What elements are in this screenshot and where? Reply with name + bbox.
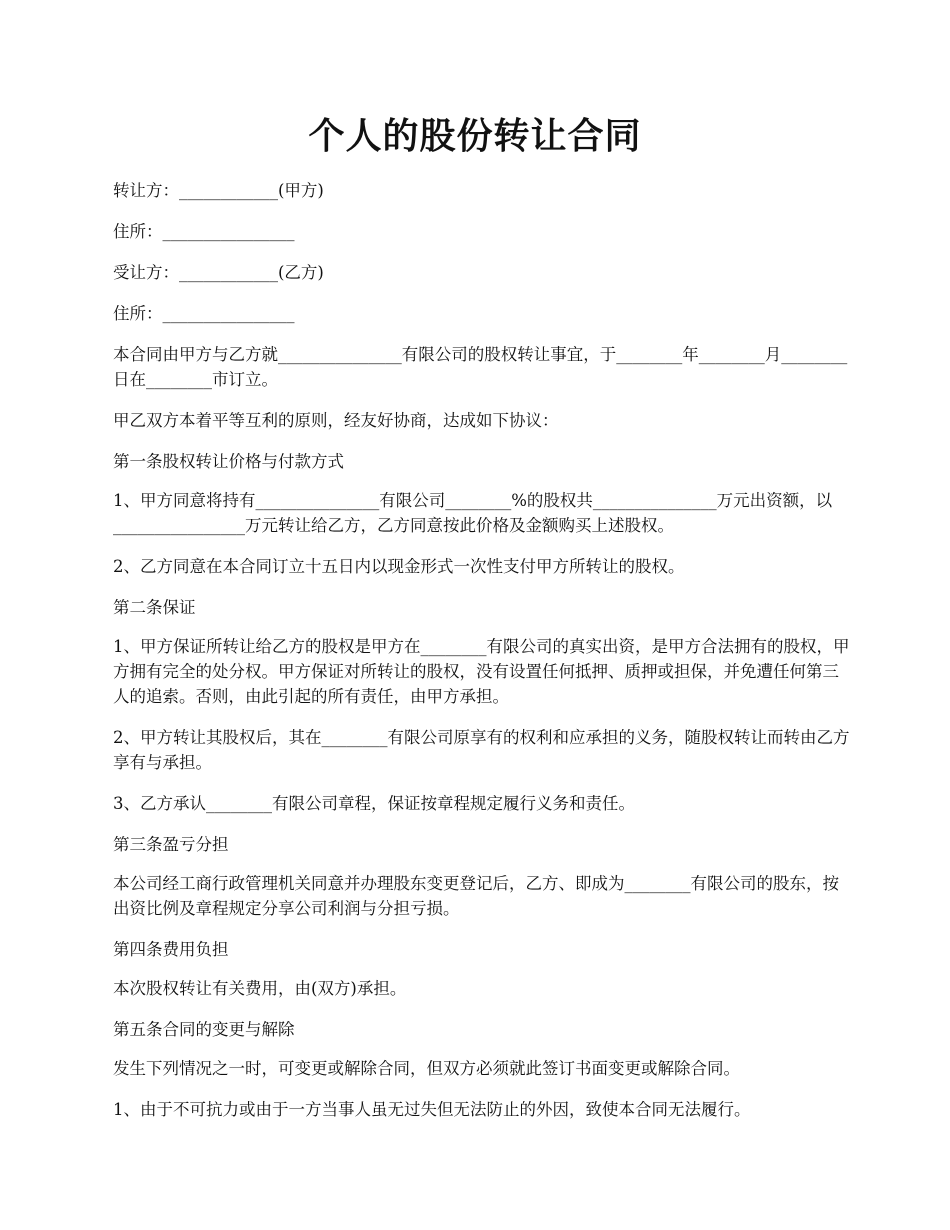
agreement-intro-paragraph: 甲乙双方本着平等互利的原则，经友好协商，达成如下协议：	[113, 411, 559, 430]
transferee-address-line: 住所：________________	[113, 304, 295, 323]
article-1-clause-1: 1、甲方同意将持有_______________有限公司________%的股权共_______________万元出资额，以________________万元转让给乙方，乙方同意按此价格及金额购买上述股权。	[113, 491, 833, 535]
article-2-heading: 第二条保证	[113, 598, 196, 617]
article-3-heading: 第三条盈亏分担	[113, 835, 229, 854]
article-2-clause-3: 3、乙方承认________有限公司章程，保证按章程规定履行义务和责任。	[113, 794, 635, 813]
article-4-paragraph: 本次股权转让有关费用，由(双方)承担。	[113, 979, 407, 998]
article-1-heading: 第一条股权转让价格与付款方式	[113, 452, 344, 471]
article-5-heading: 第五条合同的变更与解除	[113, 1020, 295, 1039]
transferee-line: 受让方：____________(乙方)	[113, 263, 324, 282]
document-title: 个人的股份转让合同	[308, 115, 642, 157]
article-3-paragraph: 本公司经工商行政管理机关同意并办理股东变更登记后，乙方、即成为________有限公司的股东，按出资比例及章程规定分享公司利润与分担亏损。	[113, 874, 839, 918]
article-5-paragraph: 发生下列情况之一时，可变更或解除合同，但双方必须就此签订书面变更或解除合同。	[113, 1059, 740, 1078]
article-4-heading: 第四条费用负担	[113, 940, 229, 959]
transferor-line: 转让方：____________(甲方)	[113, 181, 324, 200]
article-2-clause-1: 1、甲方保证所转让给乙方的股权是甲方在________有限公司的真实出资，是甲方合法拥有的股权，甲方拥有完全的处分权。甲方保证对所转让的股权，没有设置任何抵押、质押或担保，并免遭任何第三人的追索。否则，由此引起的所有责任，由甲方承担。	[113, 637, 850, 706]
article-5-clause-1: 1、由于不可抗力或由于一方当事人虽无过失但无法防止的外因，致使本合同无法履行。	[113, 1100, 751, 1119]
article-2-clause-2: 2、甲方转让其股权后，其在________有限公司原享有的权利和应承担的义务，随股权转让而转由乙方享有与承担。	[113, 728, 850, 772]
article-1-clause-2: 2、乙方同意在本合同订立十五日内以现金形式一次性支付甲方所转让的股权。	[113, 557, 685, 576]
transferor-address-line: 住所：________________	[113, 222, 295, 241]
document-body	[113, 178, 853, 1138]
contract-intro-paragraph: 本合同由甲方与乙方就_______________有限公司的股权转让事宜，于________年________月________日在________市订立。	[113, 345, 848, 389]
